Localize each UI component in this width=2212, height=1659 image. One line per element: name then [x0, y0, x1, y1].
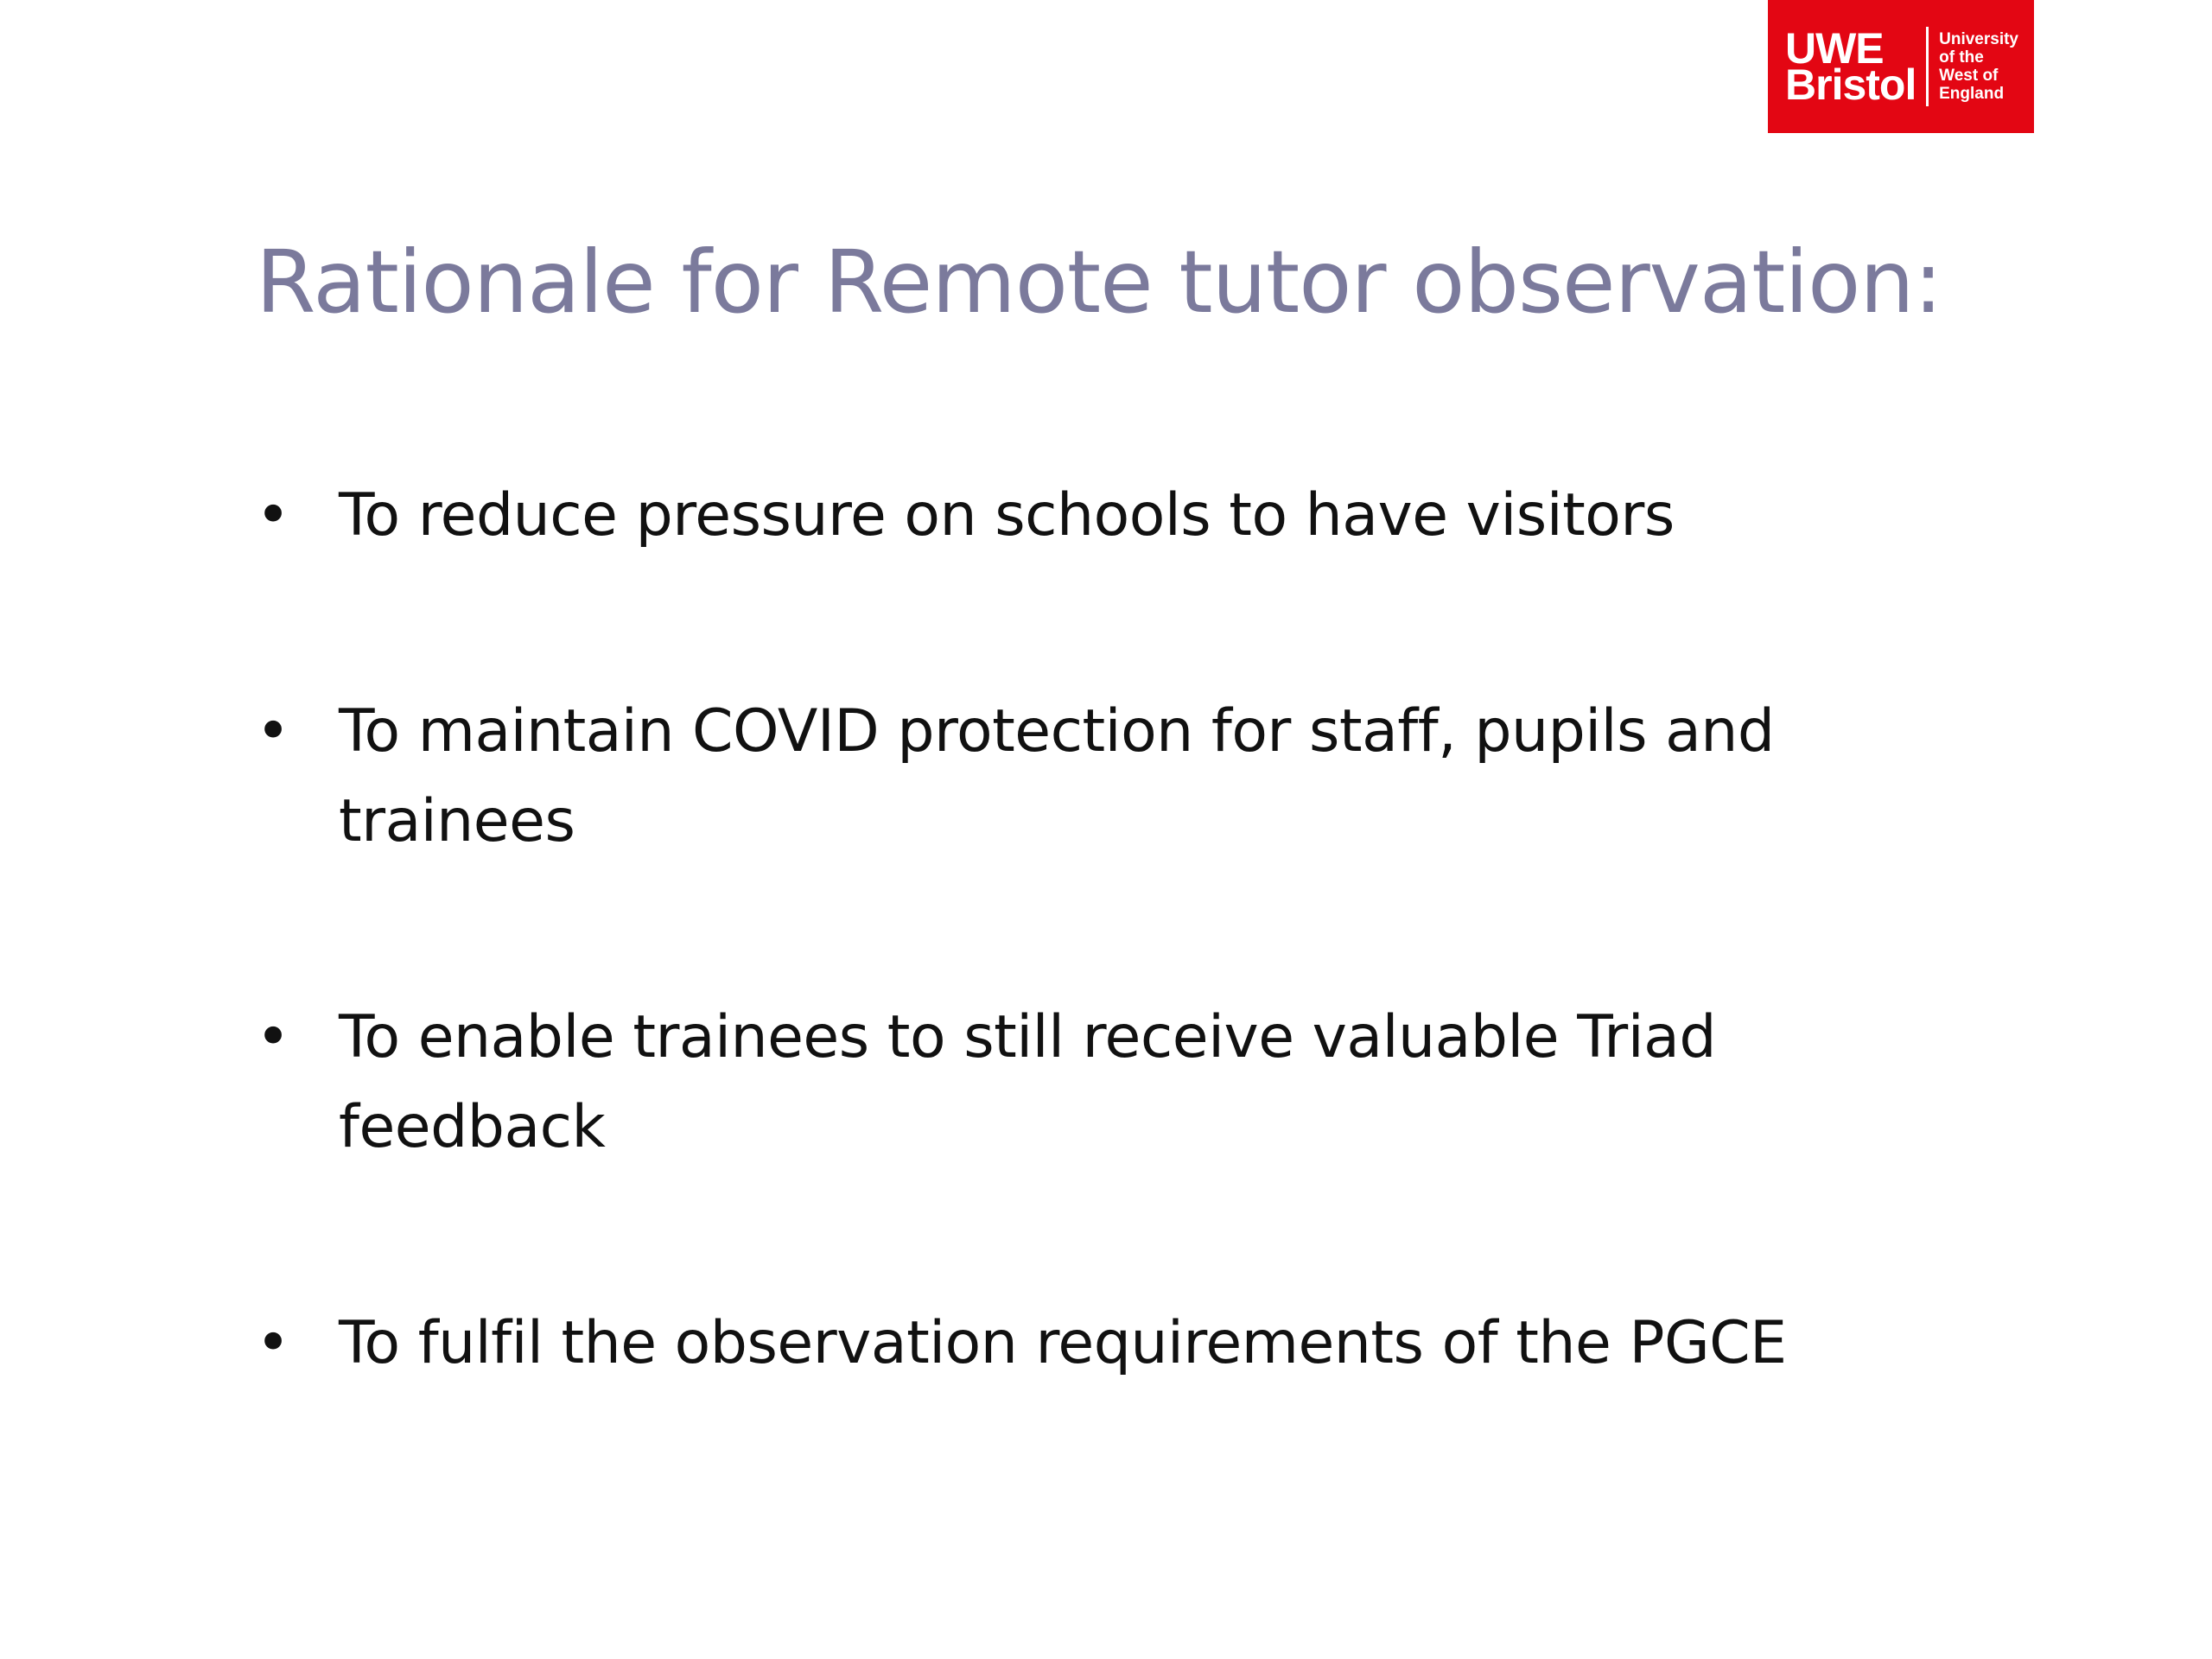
logo-side-line-2: of the: [1939, 48, 1984, 67]
bullet-text-1: To reduce pressure on schools to have visitors: [339, 481, 1675, 550]
bullet-item-2: [256, 687, 1854, 867]
logo-wordmark-line-2: Bristol: [1785, 60, 1916, 109]
bullet-text-3: To enable trainees to still receive valuable Triad feedback: [339, 1003, 1716, 1161]
logo-side-line-3: West of: [1939, 67, 1999, 85]
bullet-dot-icon: •: [256, 481, 290, 550]
bullet-item-3: [256, 993, 1854, 1173]
bullet-dot-icon: •: [256, 697, 290, 766]
bullet-item-1: [256, 471, 1854, 561]
bullet-dot-icon: •: [256, 1309, 290, 1377]
bullet-text-4: To fulfil the observation requirements of the PGCE: [339, 1309, 1787, 1377]
slide-title: Rationale for Remote tutor observation:: [256, 232, 1942, 333]
logo-divider: [1926, 27, 1929, 106]
logo-university-name: [1939, 30, 2018, 103]
logo-side-line-4: England: [1939, 85, 2005, 103]
bullet-item-4: [256, 1299, 1854, 1389]
uwe-bristol-logo: [1768, 0, 2034, 133]
logo-wordmark: [1785, 24, 1916, 109]
bullet-list: [256, 471, 1854, 1389]
logo-side-line-1: University: [1939, 30, 2018, 48]
logo-wordmark-line-1: UWE: [1785, 24, 1884, 73]
bullet-dot-icon: •: [256, 1003, 290, 1071]
bullet-text-2: To maintain COVID protection for staff, pupils and trainees: [339, 697, 1775, 855]
